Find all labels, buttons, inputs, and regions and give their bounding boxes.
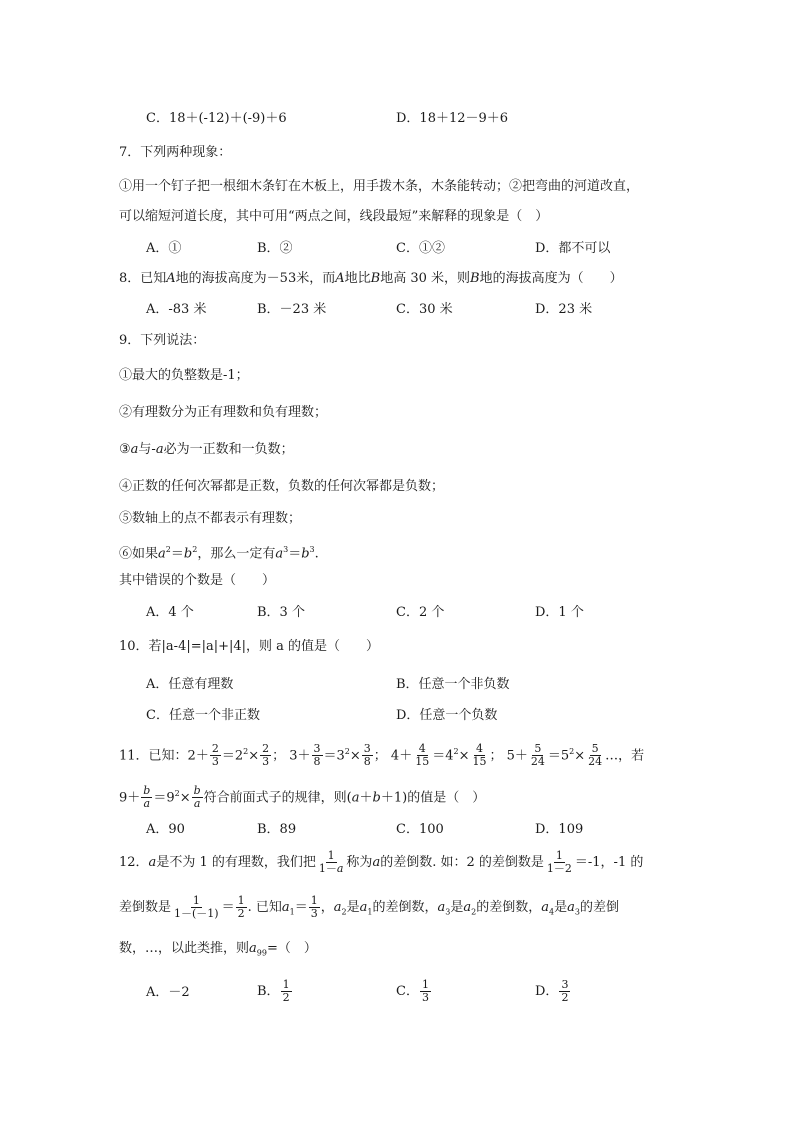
q8-option-d: D．23 米 xyxy=(535,302,593,317)
q9-statement-5: ⑤数轴上的点不都表示有理数； xyxy=(119,511,302,526)
q9-statement-1: ①最大的负整数是-1； xyxy=(119,368,249,383)
fraction: $\frac{4}{15}$ xyxy=(472,742,487,769)
q9-option-d: D．1 个 xyxy=(535,605,584,620)
q9-ask: 其中错误的个数是（ ） xyxy=(119,573,276,588)
q12-line3: 数，…，以此类推，则$a_{99}=$（ ） xyxy=(119,941,317,958)
q12-option-c: C． $\frac{1}{3}$ xyxy=(396,978,429,1004)
q10-option-b: B．任意一个非负数 xyxy=(396,677,510,692)
fraction: $\frac{2}{3}$ xyxy=(262,742,270,769)
q11-option-a: A．90 xyxy=(146,822,185,837)
fraction: $\frac{4}{15}$ xyxy=(415,742,430,769)
q10-option-c: C．任意一个非正数 xyxy=(146,708,260,723)
fraction: $\frac{b}{a}$ xyxy=(143,784,151,811)
q12-option-b: B． $\frac{1}{2}$ xyxy=(257,978,290,1004)
q7-option-d: D．都不可以 xyxy=(535,241,611,256)
q7-option-c: C．①② xyxy=(396,241,445,256)
fraction: $\frac{2}{3}$ xyxy=(211,742,219,769)
q9-statement-2: ②有理数分为正有理数和负有理数； xyxy=(119,405,328,420)
q8-option-b: B．－23 米 xyxy=(257,302,327,317)
q7-line1: ①用一个钉子把一根细木条钉在木板上，用手拨木条，木条能转动；②把弯曲的河道改直， xyxy=(119,179,640,194)
q11-option-b: B．89 xyxy=(257,822,297,837)
fraction: $\frac{1}{2}$ xyxy=(282,978,290,1004)
q7-option-b: B．② xyxy=(257,241,293,256)
fraction: $\frac{3}{8}$ xyxy=(313,742,321,769)
q12-line2: 差倒数是 $\frac{1}{1-(-1)}$ ＝ $\frac{1}{2}$ . 已知$a_1=$ $\frac{1}{3}$ ，$a_2$是$a_1$的差倒数，$a_3$是$a_2$的差倒数，$a_4$是$a_3$的差倒 xyxy=(119,894,620,920)
fraction: $\frac{5}{24}$ xyxy=(530,742,545,769)
fraction: $\frac{3}{8}$ xyxy=(363,742,371,769)
q9-option-c: C．2 个 xyxy=(396,605,445,620)
q7-stem: 7．下列两种现象： xyxy=(119,145,232,160)
q9-option-a: A．4 个 xyxy=(146,605,194,620)
q6-option-d: D．18＋12－9＋6 xyxy=(396,111,509,126)
q9-statement-4: ④正数的任何次幂都是正数，负数的任何次幂都是负数； xyxy=(119,479,445,494)
q11-stem: 11．已知：2＋ $\frac{2}{3}$ $=2^2\times$ $\frac{2}{3}$ ； 3＋ $\frac{3}{8}$ $=3^2\times$ $\frac{3}{8}$ ； 4＋ $\frac{4}{15}$ $=4^2\times$ $\frac{4}{15}$ ； 5＋ $\frac{5}{24}$ $=5^2\times$ $\frac{5}{24}$ …，若 xyxy=(119,742,645,769)
q9-option-b: B．3 个 xyxy=(257,605,305,620)
fraction: $\frac{5}{24}$ xyxy=(588,742,603,769)
q9-statement-6: ⑥如果$a^2=b^2$，那么一定有$a^3=b^3$. xyxy=(119,545,319,562)
fraction: $\frac{1}{1-(-1)}$ xyxy=(174,894,219,920)
q6-option-c: C．18＋(-12)＋(-9)＋6 xyxy=(146,111,287,126)
q7-option-a: A．① xyxy=(146,241,182,256)
fraction: $\frac{1}{3}$ xyxy=(421,978,429,1004)
q12-line1: 12．a是不为 1 的有理数，我们把 $\frac{1}{1-a}$ 称为a的差倒数. 如：2 的差倒数是 $\frac{1}{1-2}$ ＝-1，-1 的 xyxy=(119,849,644,875)
q10-option-a: A．任意有理数 xyxy=(146,677,234,692)
fraction: $\frac{1}{1-a}$ xyxy=(318,849,344,875)
q10-stem: 10．若|a-4|=|a|+|4|，则 a 的值是（ ） xyxy=(119,639,380,654)
q12-option-a: A．－2 xyxy=(146,985,190,1000)
q8-stem: 8．已知A地的海拔高度为－53米，而A地比B地高 30 米，则B地的海拔高度为（ ） xyxy=(119,271,623,286)
q9-statement-3: ③a与-a必为一正数和一负数； xyxy=(119,442,294,457)
q11-option-d: D．109 xyxy=(535,822,584,837)
q11-line2: 9＋ $\frac{b}{a}$ $=9^2\times$ $\frac{b}{a}$ 符合前面式子的规律，则(a＋b＋1)的值是（ ） xyxy=(119,784,486,811)
q12-option-d: D． $\frac{3}{2}$ xyxy=(535,978,569,1004)
q8-option-a: A．-83 米 xyxy=(146,302,207,317)
q11-option-c: C．100 xyxy=(396,822,444,837)
fraction: $\frac{1}{1-2}$ xyxy=(546,849,572,875)
fraction: $\frac{3}{2}$ xyxy=(561,978,569,1004)
fraction: $\frac{b}{a}$ xyxy=(193,784,201,811)
fraction: $\frac{1}{3}$ xyxy=(310,894,318,920)
fraction: $\frac{1}{2}$ xyxy=(237,894,245,920)
q8-option-c: C．30 米 xyxy=(396,302,453,317)
q10-option-d: D．任意一个负数 xyxy=(396,708,498,723)
q7-line2: 可以缩短河道长度，其中可用“两点之间，线段最短”来解释的现象是（ ） xyxy=(119,209,549,224)
q9-stem: 9．下列说法： xyxy=(119,333,206,348)
